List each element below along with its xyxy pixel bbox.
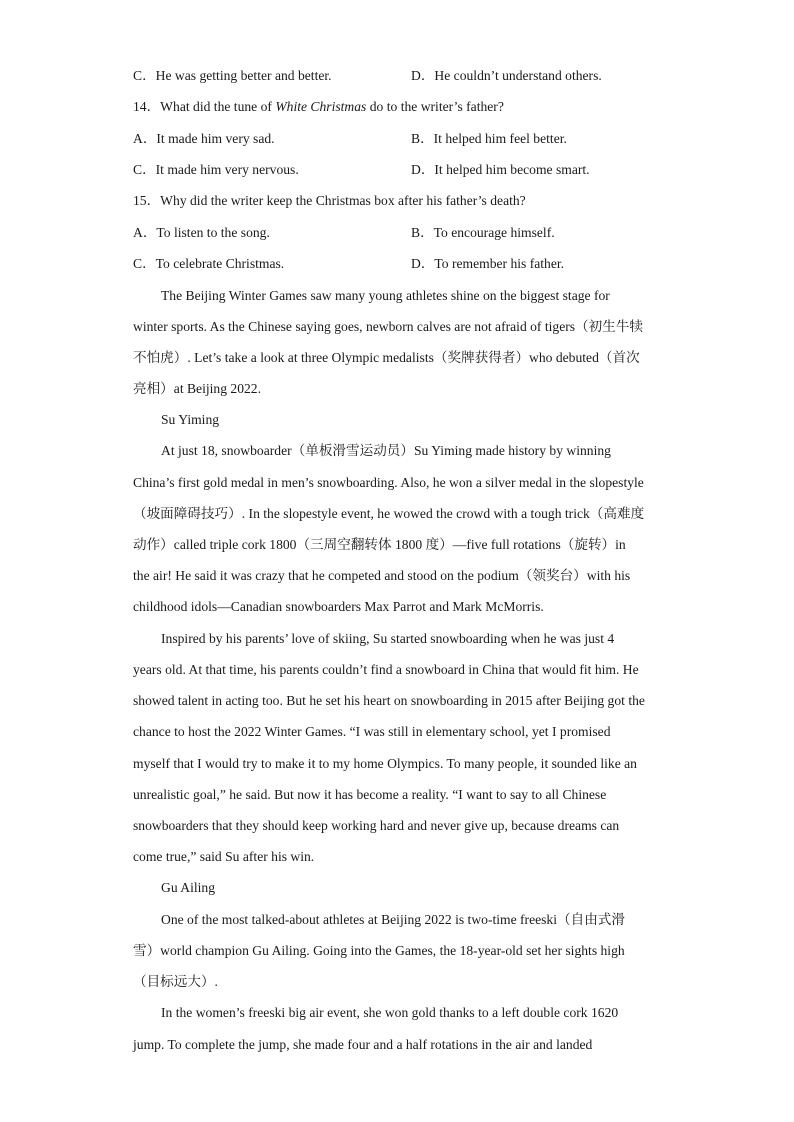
paragraph-line: years old. At that time, his parents couldn’t find a snowboard in China that would fit him. He (133, 662, 639, 677)
q15-option-row-2 (133, 255, 565, 273)
paragraph-line: chance to host the 2022 Winter Games. “I was still in elementary school, yet I promised (133, 724, 611, 739)
paragraph-line: 雪）world champion Gu Ailing. Going into the Games, the 18-year-old set her sights high (133, 943, 625, 958)
passage-intro-line: winter sports. As the Chinese saying goes, newborn calves are not afraid of tigers（初生牛犊 (133, 319, 644, 334)
paragraph-line: the air! He said it was crazy that he competed and stood on the podium（领奖台）with his (133, 568, 631, 583)
paragraph-line: One of the most talked-about athletes at Beijing 2022 is two-time freeski（自由式滑 (161, 912, 625, 927)
q15-option-row-1 (133, 224, 555, 242)
q14-stem (133, 98, 504, 116)
paragraph-line: jump. To complete the jump, she made four and a half rotations in the air and landed (133, 1037, 593, 1052)
paragraph-line: snowboarders that they should keep working hard and never give up, because dreams can (133, 818, 620, 833)
q13-option-d: D．He couldn’t understand others. (411, 68, 602, 83)
paragraph-line: At just 18, snowboarder（单板滑雪运动员）Su Yiming made history by winning (161, 443, 611, 458)
paragraph-line: （坡面障碍技巧）. In the slopestyle event, he wowed the crowd with a tough trick（高难度 (133, 506, 645, 521)
q15-stem: 15．Why did the writer keep the Christmas box after his father’s death? (133, 193, 526, 208)
section-heading-gu-ailing: Gu Ailing (161, 880, 216, 895)
q14-stem-title: White Christmas (275, 99, 367, 114)
paragraph-line: China’s first gold medal in men’s snowboarding. Also, he won a silver medal in the slopestyle (133, 475, 644, 490)
paragraph-line: （目标远大）. (133, 974, 218, 989)
passage-intro-line: 不怕虎）. Let’s take a look at three Olympic medalists（奖牌获得者）who debuted（首次 (133, 350, 640, 365)
q14-stem-before: 14．What did the tune of (133, 99, 276, 114)
q13-option-row (133, 67, 602, 85)
passage-intro-line: The Beijing Winter Games saw many young athletes shine on the biggest stage for (161, 288, 610, 303)
q14-option-row-1 (133, 130, 567, 148)
paragraph-line: In the women’s freeski big air event, she won gold thanks to a left double cork 1620 (161, 1005, 619, 1020)
q13-option-c: C．He was getting better and better. (133, 68, 332, 83)
q15-option-a: A．To listen to the song. (133, 225, 270, 240)
section-heading-su-yiming: Su Yiming (161, 412, 220, 427)
q14-option-b: B．It helped him feel better. (411, 131, 567, 146)
paragraph-line: unrealistic goal,” he said. But now it has become a reality. “I want to say to all Chinese (133, 787, 607, 802)
paragraph-line: showed talent in acting too. But he set his heart on snowboarding in 2015 after Beijing got the (133, 693, 645, 708)
paragraph-line: Inspired by his parents’ love of skiing, Su started snowboarding when he was just 4 (161, 631, 615, 646)
paragraph-line: childhood idols—Canadian snowboarders Max Parrot and Mark McMorris. (133, 599, 544, 614)
q14-option-d: D．It helped him become smart. (411, 162, 590, 177)
paragraph-line: come true,” said Su after his win. (133, 849, 315, 864)
q15-option-c: C．To celebrate Christmas. (133, 256, 285, 271)
paragraph-line: 动作）called triple cork 1800（三周空翻转体 1800 度）—five full rotations（旋转）in (133, 537, 626, 552)
q14-stem-after: do to the writer’s father? (366, 99, 504, 114)
passage-intro-line: 亮相）at Beijing 2022. (133, 381, 261, 396)
q15-option-d: D．To remember his father. (411, 256, 565, 271)
q14-option-a: A．It made him very sad. (133, 131, 275, 146)
paragraph-line: myself that I would try to make it to my home Olympics. To many people, it sounded like an (133, 756, 637, 771)
q15-option-b: B．To encourage himself. (411, 225, 555, 240)
q14-option-c: C．It made him very nervous. (133, 162, 299, 177)
q14-option-row-2 (133, 161, 590, 179)
